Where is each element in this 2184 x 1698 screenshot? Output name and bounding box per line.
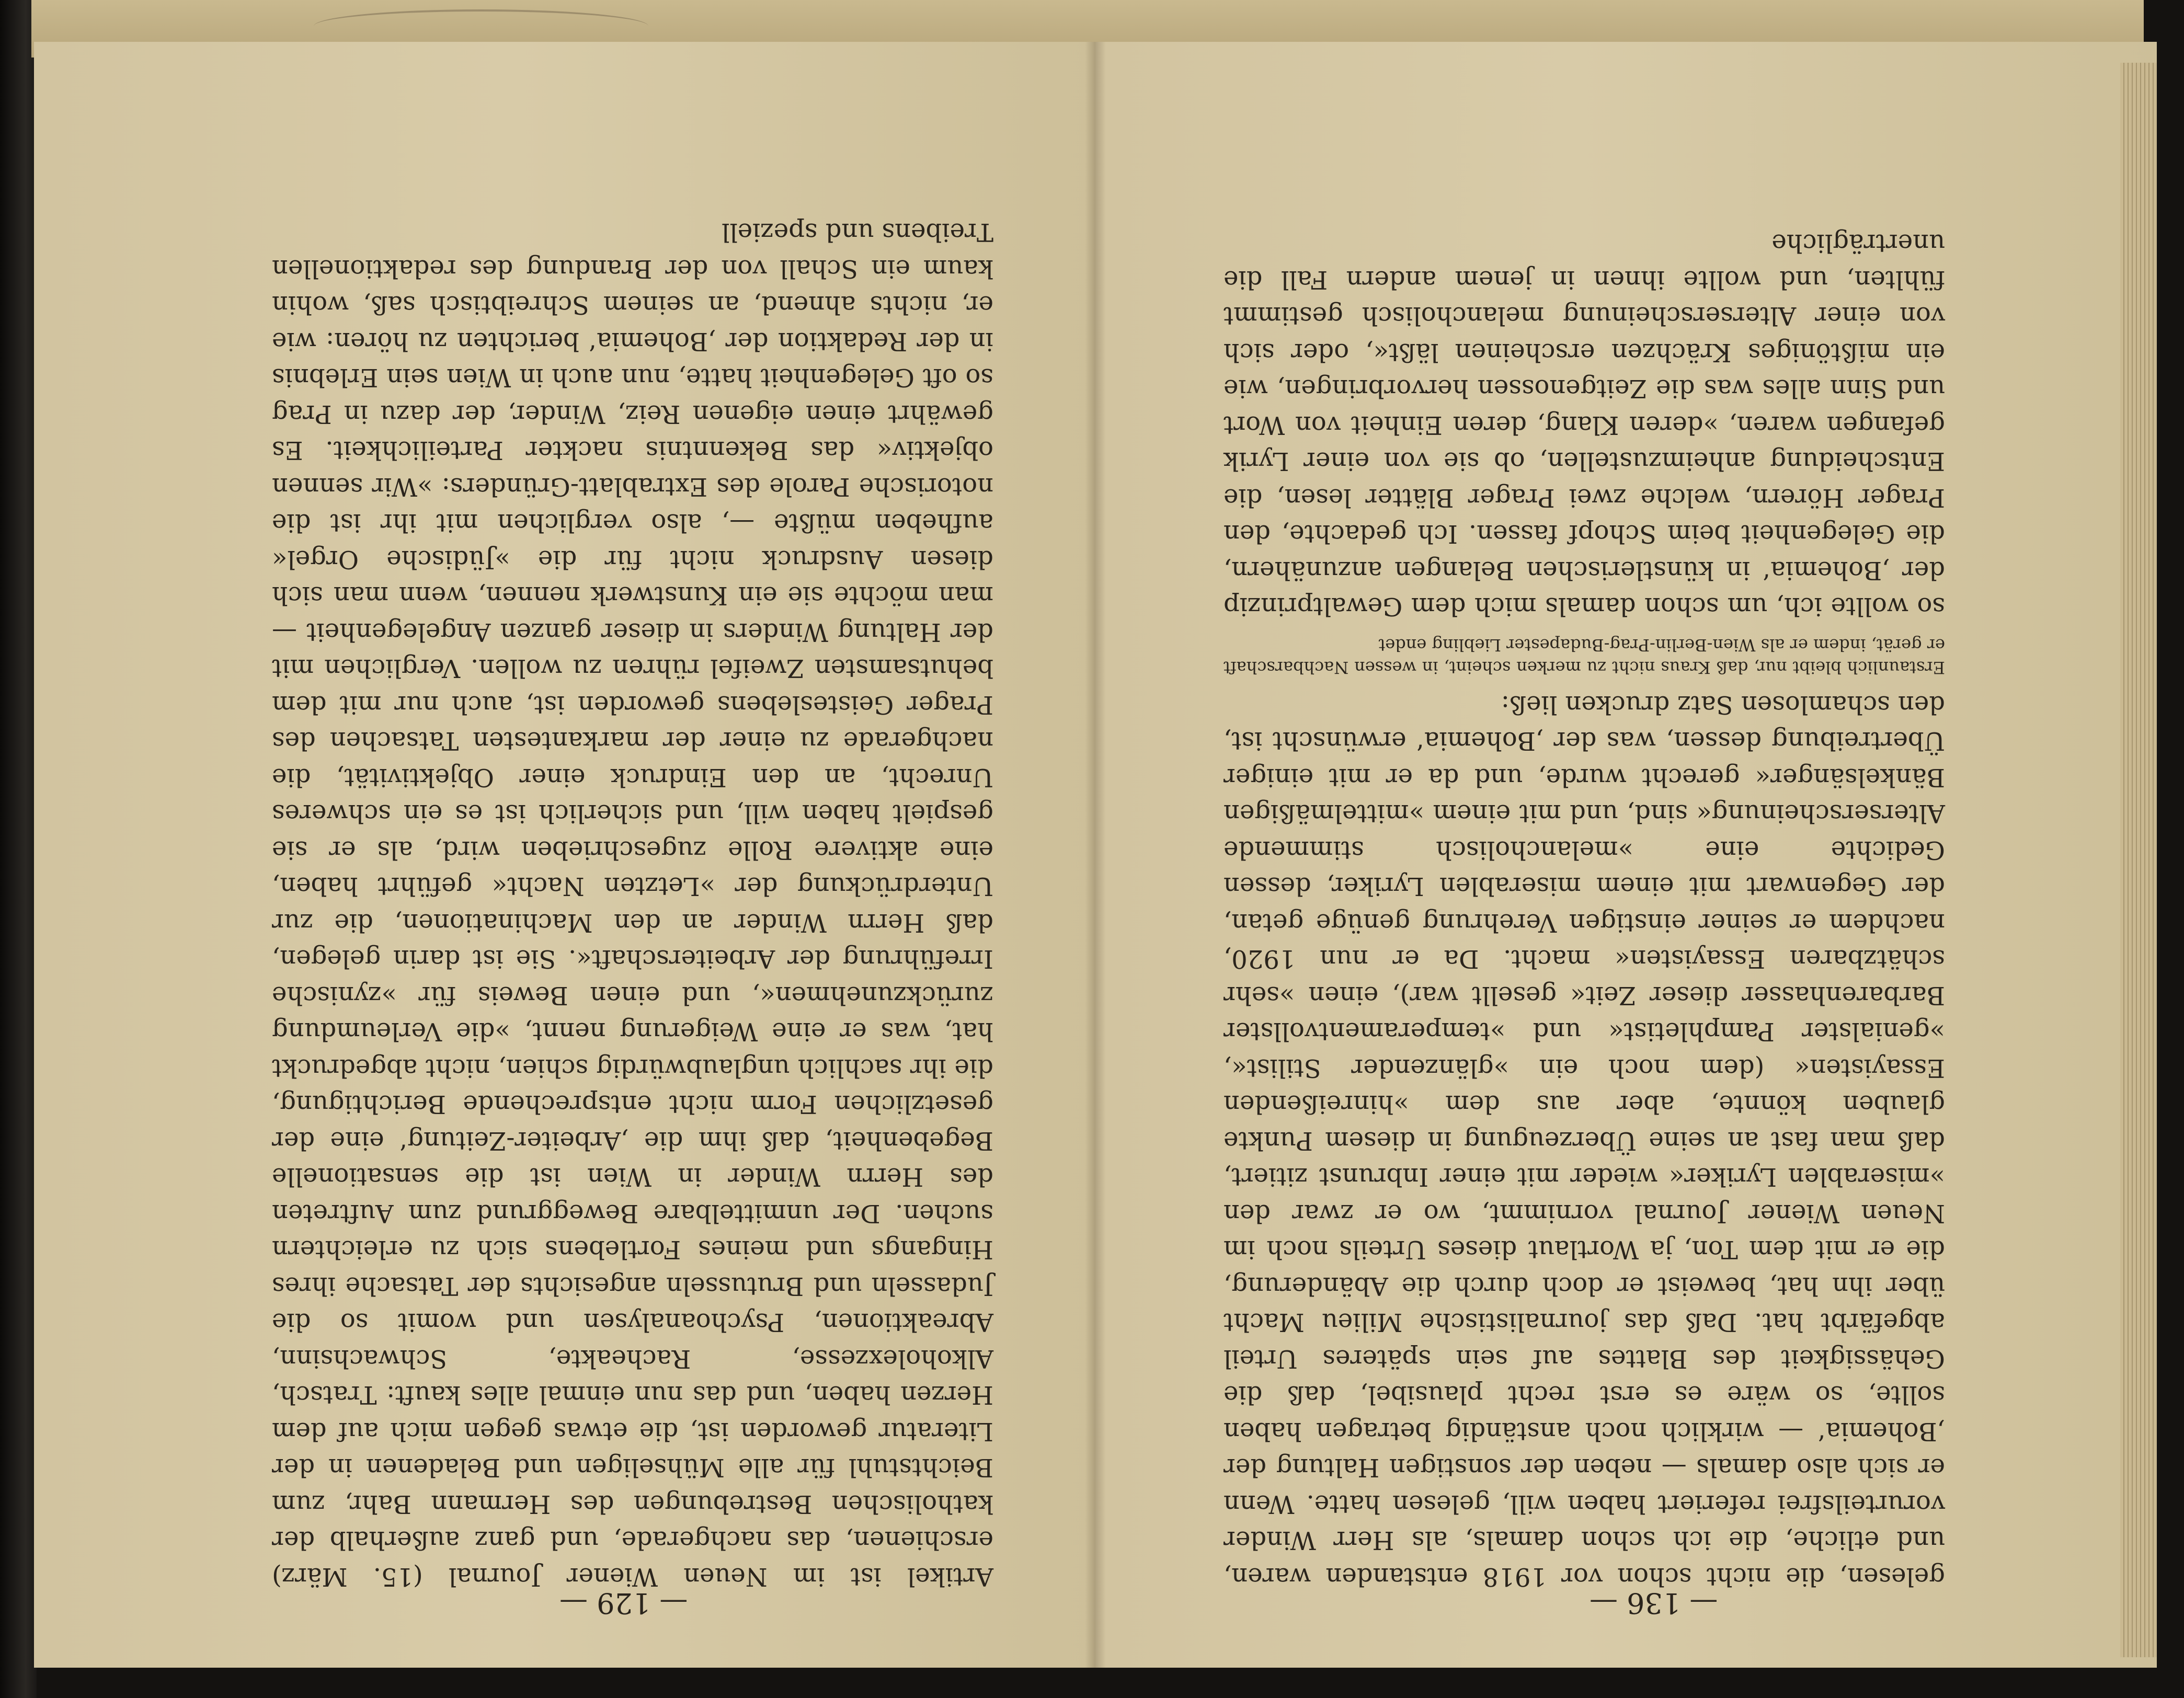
handwritten-mark xyxy=(314,9,648,43)
book-gutter xyxy=(1085,42,1106,1668)
right-page-text-top: gelesen, die nicht schon vor 1918 entstanden waren, und etliche, die ich schon damals, als Herr Winder vorurteilsfrei referiert haben will, gelesen hatte. Wenn er sich also damals — neben der sonstigen Haltung der ‚Bohemia‘ — wirklich noch anständig betragen haben sollte, so wäre es erst recht plausibel, daß die Gehässigkeit des Blattes auf sein späteres Urteil abgefärbt hat. Daß das journalistische Milieu Macht über ihn hat, beweist er doch durch die Abänderung, die er mit dem Ton, ja Wortlaut dieses Urteils noch im Neuen Wiener Journal vornimmt, wo er zwar den »miserablen Lyriker« wieder mit einer Inbrunst zitiert, daß man fast an seine Überzeugung in diesem Punkte glauben könnte, aber aus dem »hinreißenden Essayisten« (dem noch ein »glänzender Stilist«, »genialster Pamphletist« und »temperamentvollster Barbarenhasser dieser Zeit« gesellt war), einen »sehr schätzbaren Essayisten« macht. Da er nun 1920, nachdem er seiner einstigen Verehrung genüge getan, der Gegenwart mit einem miserablen Lyriker, dessen Gedichte eine »melancholisch stimmende Alterserscheinung« sind, und mit einem »mittelmäßigen Bänkelsänger« gerecht wurde, und da er mit einiger Übertreibung dessen, was der ‚Bohemia‘ erwünscht ist, den schamlosen Satz drucken ließ: xyxy=(1224,690,1945,1591)
right-page-body xyxy=(1224,228,1945,1594)
right-page-number: — 136 — xyxy=(1590,1587,1718,1620)
left-page xyxy=(34,42,1095,1668)
open-book xyxy=(34,42,2157,1668)
left-page-text: Artikel ist im Neuen Wiener Journal (15. März) erschienen, das nachgerade, und ganz außerhalb der katholischen Bestrebungen des Hermann Bahr, zum Beichtstuhl für alle Mühseligen und Beladenen in der Literatur geworden ist, die etwas gegen mich auf dem Herzen haben, und das nun einmal alles kauft: Tratsch, Alkoholexzesse, Racheakte, Schwachsinn, Abreaktionen, Psychoanalysen und womit so die Judasseln und Brutusseln angesichts der Tatsache ihres Hingangs und meines Fortlebens sich zu erleichtern suchen. Der unmittelbare Beweggrund zum Auftreten des Herrn Winder in Wien ist die sensationelle Begebenheit, daß ihm die ‚Arbeiter-Zeitung‘ eine der gesetzlichen Form nicht entsprechende Berichtigung, die ihr sachlich unglaubwürdig schien, nicht abgedruckt hat, was er eine Weigerung nennt, »die Verleumdung zurückzunehmen«, und einen Beweis für »zynische Irreführung der Arbeiterschaft«. Sie ist darin gelegen, daß Herrn Winder an den Machinationen, die zur Unterdrückung der »Letzten Nacht« geführt haben, eine aktivere Rolle zugeschrieben wird, als er sie gespielt haben will, und sicherlich ist es ein schweres Unrecht, an den Eindruck einer Objektivität, die nachgerade zu einer der markantesten Tatsachen des Prager Geisteslebens geworden ist, auch nur mit dem behutsamsten Zweifel rühren zu wollen. Verglichen mit der Haltung Winders in dieser ganzen Angelegenheit — man möchte sie ein Kunstwerk nennen, wenn man sich diesen Ausdruck nicht für die »Jüdische Orgel« aufheben müßte —, also verglichen mit ihr ist die notorische Parole des Extrablatt-Gründers: »Wir sennen objektiv« das Bekenntnis nackter Parteilichkeit. Es gewährt einen eigenen Reiz, Winder, der dazu in Prag so oft Gelegenheit hatte, nun auch in Wien sein Erlebnis in der Redaktion der ‚Bohemia‘ berichten zu hören: wie er, nichts ahnend, an seinem Schreibtisch saß, wohin kaum ein Schall von der Brandung des redaktionellen Treibens und speziell xyxy=(272,217,993,1591)
left-page-body xyxy=(272,217,993,1594)
page-edges xyxy=(2120,63,2157,1657)
right-page-footnote: Erstaunlich bleibt nur, daß Kraus nicht zu merken scheint, in wessen Nachbarschaft er gerät, indem er als Wien-Berlin-Prag-Budapester Liebling endet xyxy=(1224,635,1945,678)
left-page-number: — 129 — xyxy=(559,1587,688,1620)
scanner-edge xyxy=(0,0,37,1698)
right-page xyxy=(1095,42,2157,1668)
right-page-text-bottom: so wollte ich, um schon damals mich dem Gewaltprinzip der ‚Bohemia‘ in künstlerischen Belangen anzunähern, die Gelegenheit beim Schopf fassen. Ich gedachte, den Prager Hörern, welche zwei Prager Blätter lesen, die Entscheidung anheimzustellen, ob sie von einer Lyrik gefangen waren, »deren Klang, deren Einheit von Wort und Sinn alles was die Zeitgenossen hervorbringen, wie ein mißtöniges Krächzen erscheinen läßt«, oder sich von einer Alterserscheinung melancholisch gestimmt fühlten, und wollte ihnen in jenem andern Fall die unerträgliche xyxy=(1224,228,1945,622)
